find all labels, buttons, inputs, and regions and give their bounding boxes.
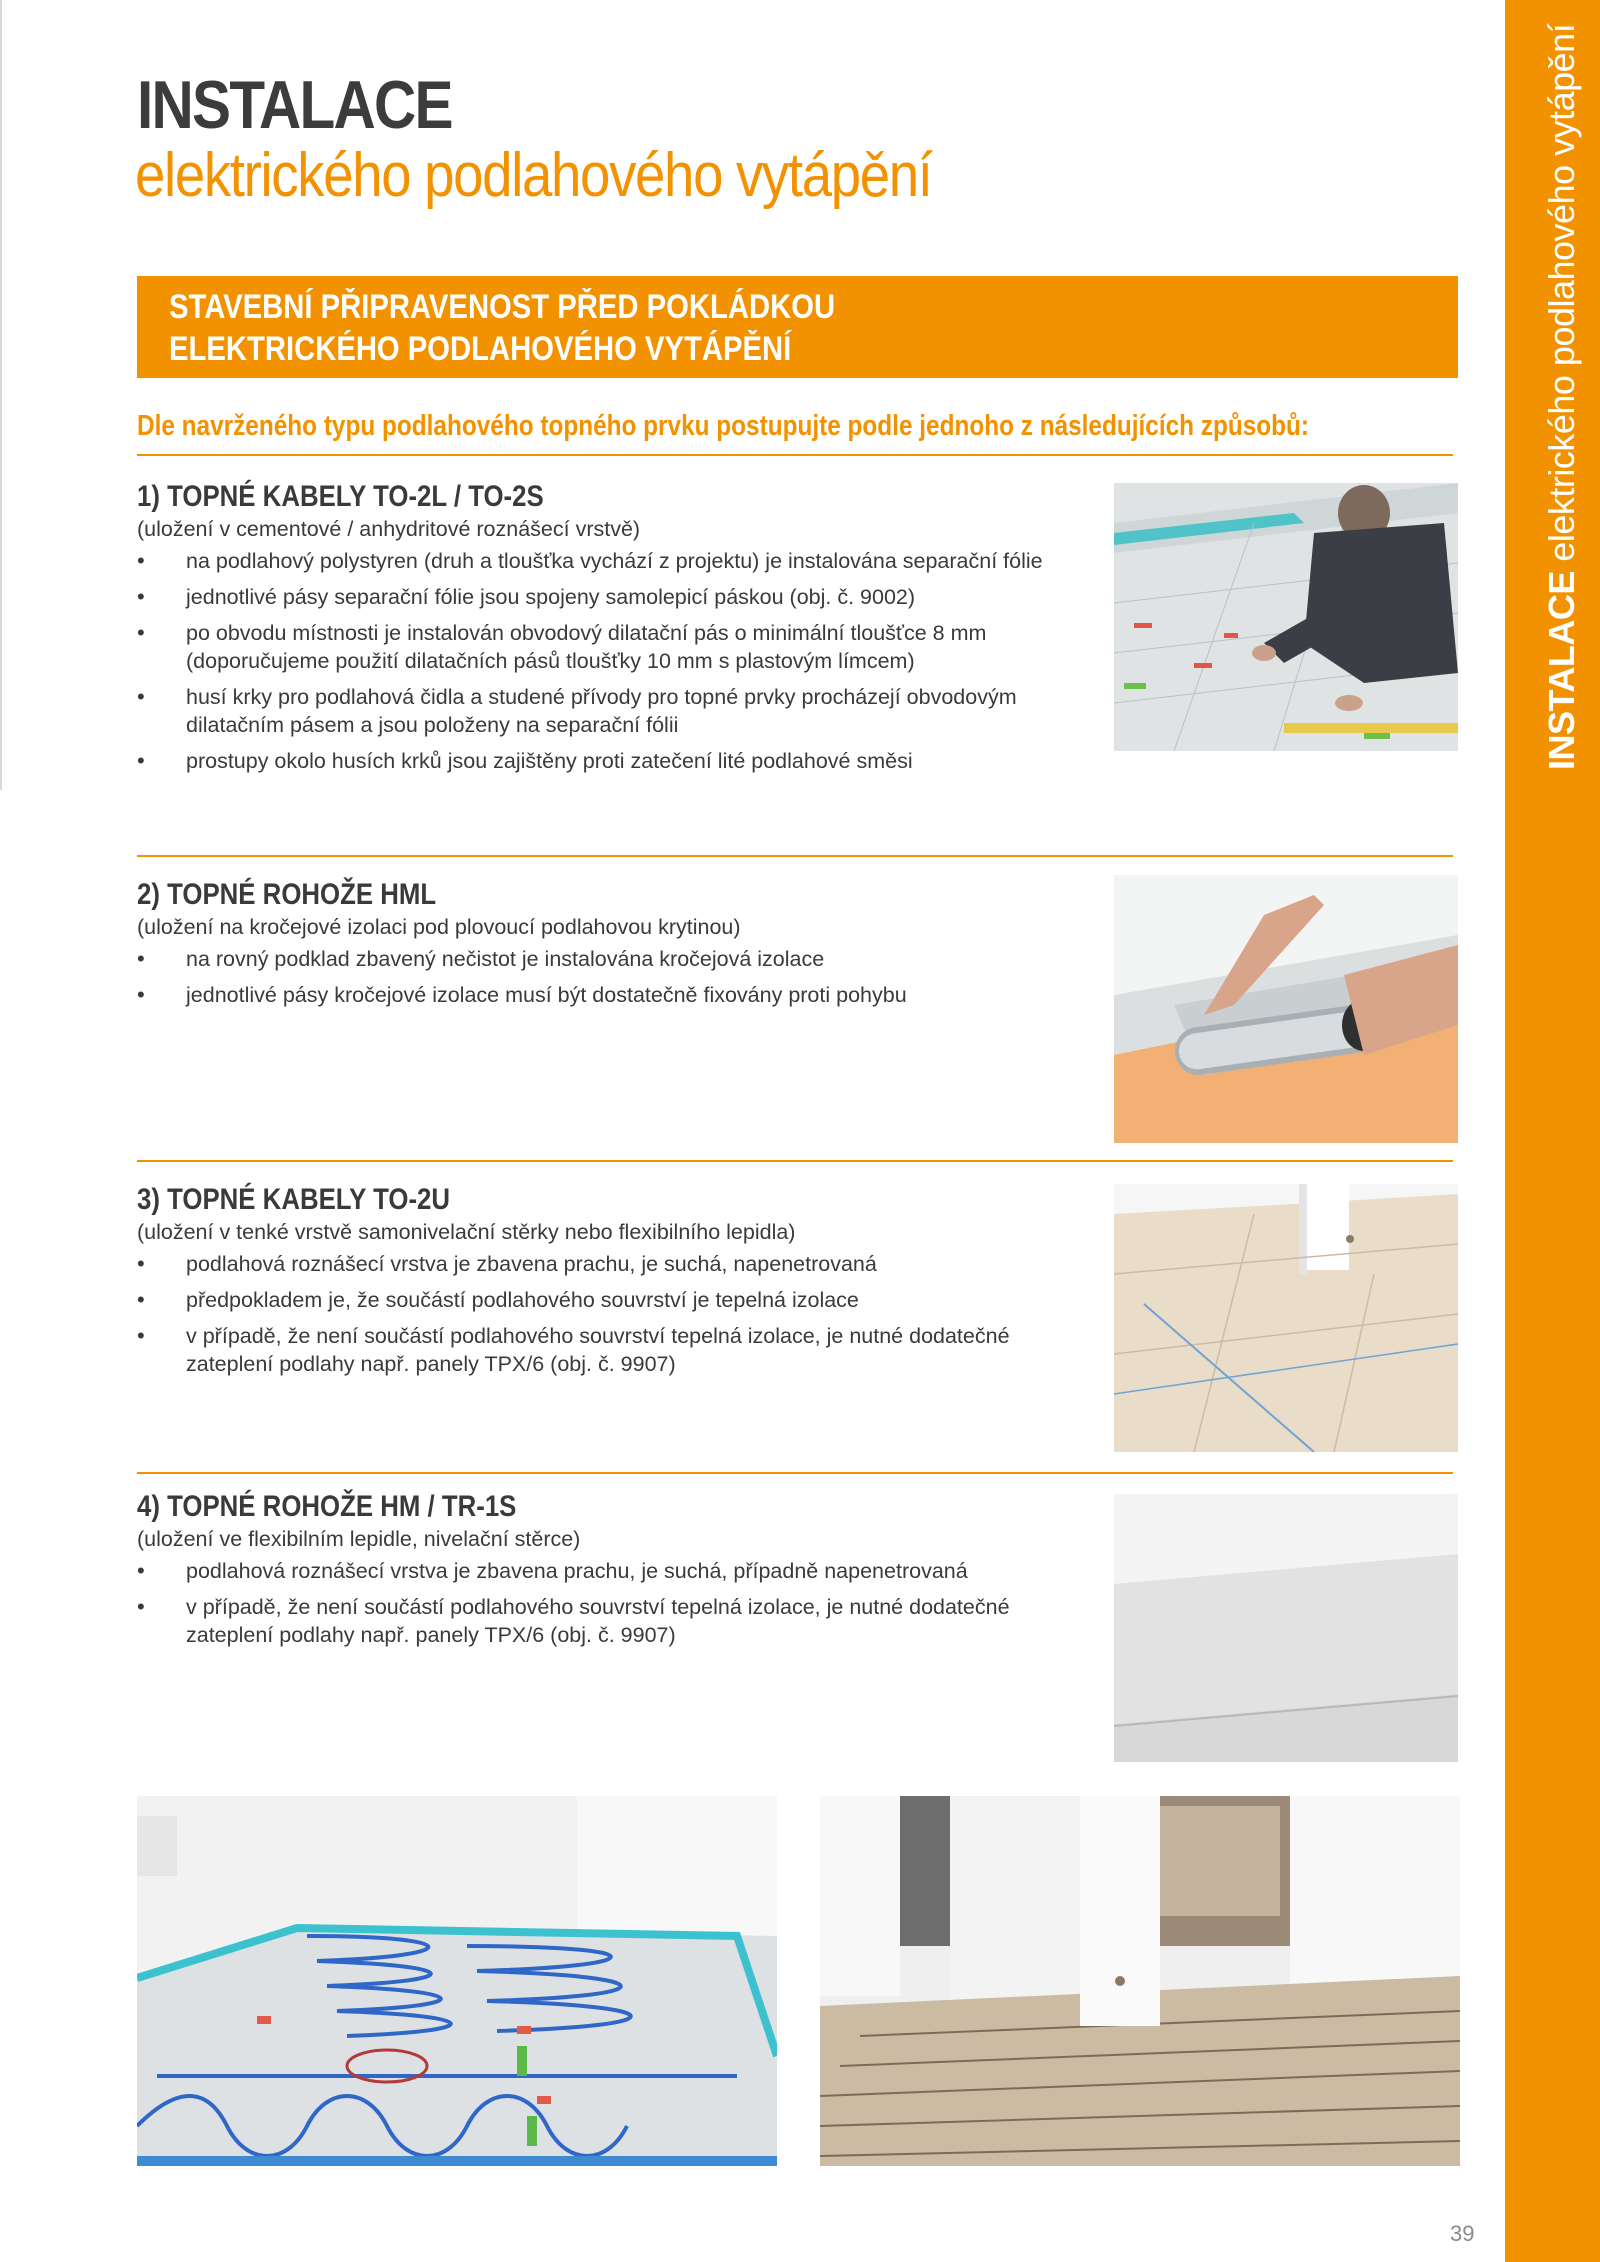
page-title: INSTALACE <box>137 67 452 143</box>
section-banner <box>137 276 1458 378</box>
list-item: • jednotlivé pásy separační fólie jsou spojeny samolepicí páskou (obj. č. 9002) <box>137 583 1097 611</box>
bullet-list <box>137 547 1097 775</box>
page-subtitle: elektrického podlahového vytápění <box>135 141 932 210</box>
list-item: • na rovný podklad zbavený nečistot je instalována kročejová izolace <box>137 945 1097 973</box>
divider <box>137 1160 1453 1162</box>
page-number: 39 <box>1450 2221 1475 2246</box>
section-note: (uložení ve flexibilním lepidle, nivelační stěrce) <box>137 1527 581 1551</box>
list-item: • v případě, že není součástí podlahového souvrství tepelná izolace, je nutné dodatečné zateplení podlahy např. panely TPX/6 (obj. č. 9907) <box>137 1593 1097 1649</box>
section-to-2l-to-2s <box>137 479 1097 783</box>
list-item: • v případě, že není součástí podlahového souvrství tepelná izolace, je nutné dodatečné zateplení podlahy např. panely TPX/6 (obj. č. 9907) <box>137 1322 1097 1378</box>
photo-impact-insulation-roll <box>1114 875 1458 1143</box>
list-item: • podlahová roznášecí vrstva je zbavena prachu, je suchá, napenetrovaná <box>137 1250 1097 1278</box>
bullet-list <box>137 1557 1097 1649</box>
side-band-light: elektrického podlahového vytápění <box>1541 23 1582 572</box>
list-item: • jednotlivé pásy kročejové izolace musí být dostatečně fixovány proti pohybu <box>137 981 1097 1009</box>
photo-room-floor-cables <box>820 1796 1460 2166</box>
bullet-list <box>137 1250 1097 1378</box>
divider <box>137 855 1453 857</box>
section-hml <box>137 877 1097 1017</box>
list-item: • prostupy okolo husích krků jsou zajištěny proti zatečení lité podlahové směsi <box>137 747 1097 775</box>
photo-levelled-floor <box>1114 1494 1458 1762</box>
intro-text: Dle navrženého typu podlahového topného prvku postupujte podle jednoho z následujících způsobů: <box>137 410 1310 442</box>
divider <box>137 1472 1453 1474</box>
photo-heating-cable-layout <box>137 1796 777 2166</box>
side-band-title <box>1540 0 1584 770</box>
bullet-list <box>137 945 1097 1009</box>
list-item: • husí krky pro podlahová čidla a studené přívody pro topné prvky procházejí obvodovým dilatačním pásem a jsou položeny na separační fólii <box>137 683 1097 739</box>
section-heading: 1) TOPNÉ KABELY TO-2L / TO-2S <box>137 480 544 513</box>
divider <box>137 454 1453 456</box>
section-note: (uložení na kročejové izolaci pod plovoucí podlahovou krytinou) <box>137 915 741 939</box>
photo-floor-screed <box>1114 1184 1458 1452</box>
banner-line-2: ELEKTRICKÉHO PODLAHOVÉHO VYTÁPĚNÍ <box>169 330 792 368</box>
section-to-2u <box>137 1182 1097 1386</box>
banner-line-1: STAVEBNÍ PŘIPRAVENOST PŘED POKLÁDKOU <box>169 288 836 326</box>
list-item: • podlahová roznášecí vrstva je zbavena prachu, je suchá, případně napenetrovaná <box>137 1557 1097 1585</box>
section-note: (uložení v cementové / anhydritové roznášecí vrstvě) <box>137 517 641 541</box>
page-edge-line <box>0 0 2 790</box>
list-item: • předpokladem je, že součástí podlahového souvrství je tepelná izolace <box>137 1286 1097 1314</box>
section-note: (uložení v tenké vrstvě samonivelační stěrky nebo flexibilního lepidla) <box>137 1220 796 1244</box>
section-hm-tr-1s <box>137 1489 1097 1657</box>
list-item: • na podlahový polystyren (druh a tloušťka vychází z projektu) je instalována separační fólie <box>137 547 1097 575</box>
photo-worker-separation-foil <box>1114 483 1458 751</box>
side-band-bold: INSTALACE <box>1541 571 1582 770</box>
brand-logo-icon <box>1530 2206 1570 2240</box>
list-item: • po obvodu místnosti je instalován obvodový dilatační pás o minimální tloušťce 8 mm (doporučujeme použití dilatačních pásů tloušťky 10 mm s plastovým límcem) <box>137 619 1097 675</box>
section-heading: 4) TOPNÉ ROHOŽE HM / TR-1S <box>137 1490 517 1523</box>
section-heading: 3) TOPNÉ KABELY TO-2U <box>137 1183 451 1216</box>
section-heading: 2) TOPNÉ ROHOŽE HML <box>137 878 437 911</box>
